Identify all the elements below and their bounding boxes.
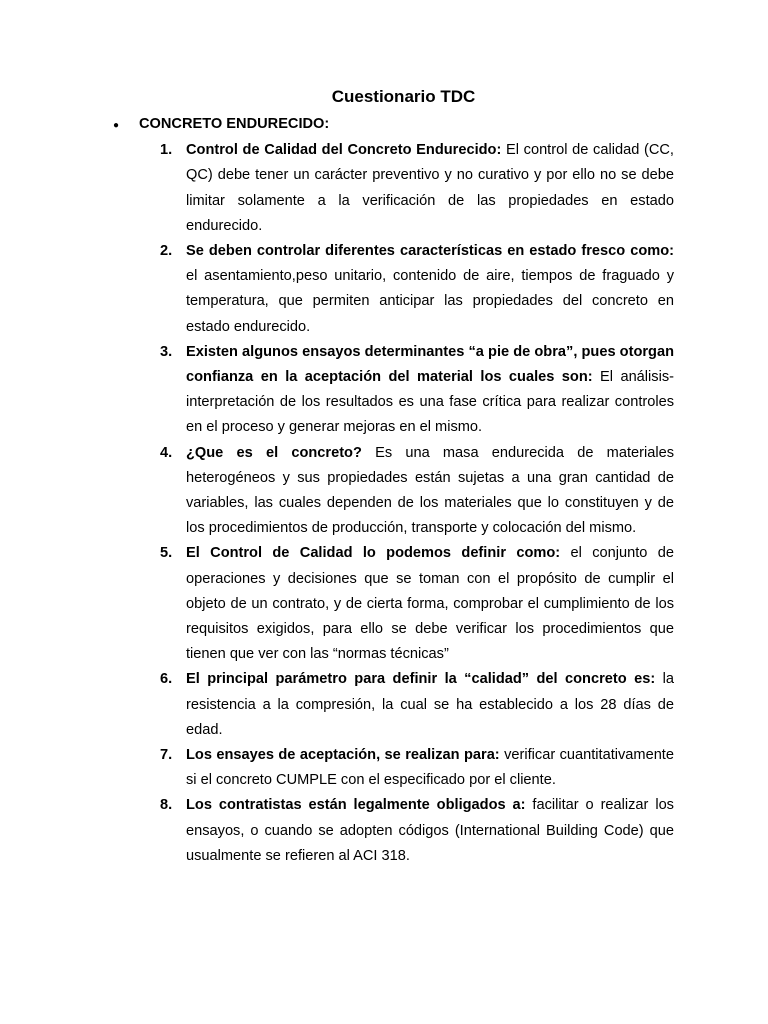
item-number: 8. [160,797,173,814]
item-body [186,743,674,793]
item-question: Los ensayes de aceptación, se realizan para: [186,747,500,764]
item-number: 3. [160,343,173,360]
item-question: ¿Que es el concreto? [186,444,362,461]
item-number: 6. [160,671,173,688]
list-item [160,138,674,239]
section-heading: CONCRETO ENDURECIDO: [139,116,330,132]
list-item [160,340,674,441]
item-body [186,667,674,743]
list-item [160,239,674,340]
list-item [160,541,674,667]
item-number: 4. [160,444,173,461]
item-question: Control de Calidad del Concreto Endurecido: [186,142,502,159]
item-answer: el asentamiento,peso unitario, contenido de aire, tiempos de fraguado y temperatura, que permiten anticipar las propiedades del concreto en estado endurecido. [186,268,674,335]
list-item [160,441,674,542]
item-answer: el conjunto de operaciones y decisiones que se toman con el propósito de cumplir el objeto de un contrato, y de cierta forma, comprobar el cumplimiento de los requisitos exigidos, para ello se debe verificar los procedimientos que tienen que ver con las “normas técnicas” [186,545,675,663]
item-number: 7. [160,747,173,764]
item-question: Existen algunos ensayos determinantes “a pie de obra”, pues otorgan confianza en la aceptación del material los cuales son: [186,343,674,386]
item-body [186,793,674,869]
item-number: 5. [160,545,173,562]
item-body [186,340,674,441]
item-body [186,441,674,542]
item-answer: facilitar o realizar los ensayos, o cuando se adopten códigos (International Building Code) que usualmente se refieren al ACI 318. [186,797,674,864]
question-list [113,138,674,869]
item-question: Los contratistas están legalmente obligados a: [186,797,526,814]
item-number: 1. [160,142,173,159]
item-answer: Es una masa endurecida de materiales heterogéneos y sus propiedades están sujetas a una gran cantidad de variables, las cuales dependen de los materiales que lo constituyen y de los procedimientos de producción, transporte y colocación del mismo. [186,444,674,537]
item-body [186,541,674,667]
item-body [186,239,674,340]
section-header [113,112,674,138]
item-answer: la resistencia a la compresión, la cual se ha establecido a los 28 días de edad. [186,671,674,738]
item-body [186,138,674,239]
item-question: El principal parámetro para definir la “calidad” del concreto es: [186,671,656,688]
item-answer: verificar cuantitativamente si el concreto CUMPLE con el especificado por el cliente. [186,747,674,789]
item-answer: El control de calidad (CC, QC) debe tener un carácter preventivo y no curativo y por ello no se debe limitar solamente a la verificación de las propiedades en estado endurecido. [186,142,674,234]
list-item [160,667,674,743]
item-number: 2. [160,243,173,260]
list-item [160,743,674,793]
item-question: Se deben controlar diferentes características en estado fresco como: [186,243,674,260]
bullet-icon: ● [113,120,120,131]
document-title: Cuestionario TDC [331,87,476,106]
item-answer: El análisis-interpretación de los resultados es una fase crítica para realizar controles en el proceso y generar mejoras en el mismo. [186,369,674,436]
item-question: El Control de Calidad lo podemos definir como: [186,545,561,562]
list-item [160,793,674,869]
